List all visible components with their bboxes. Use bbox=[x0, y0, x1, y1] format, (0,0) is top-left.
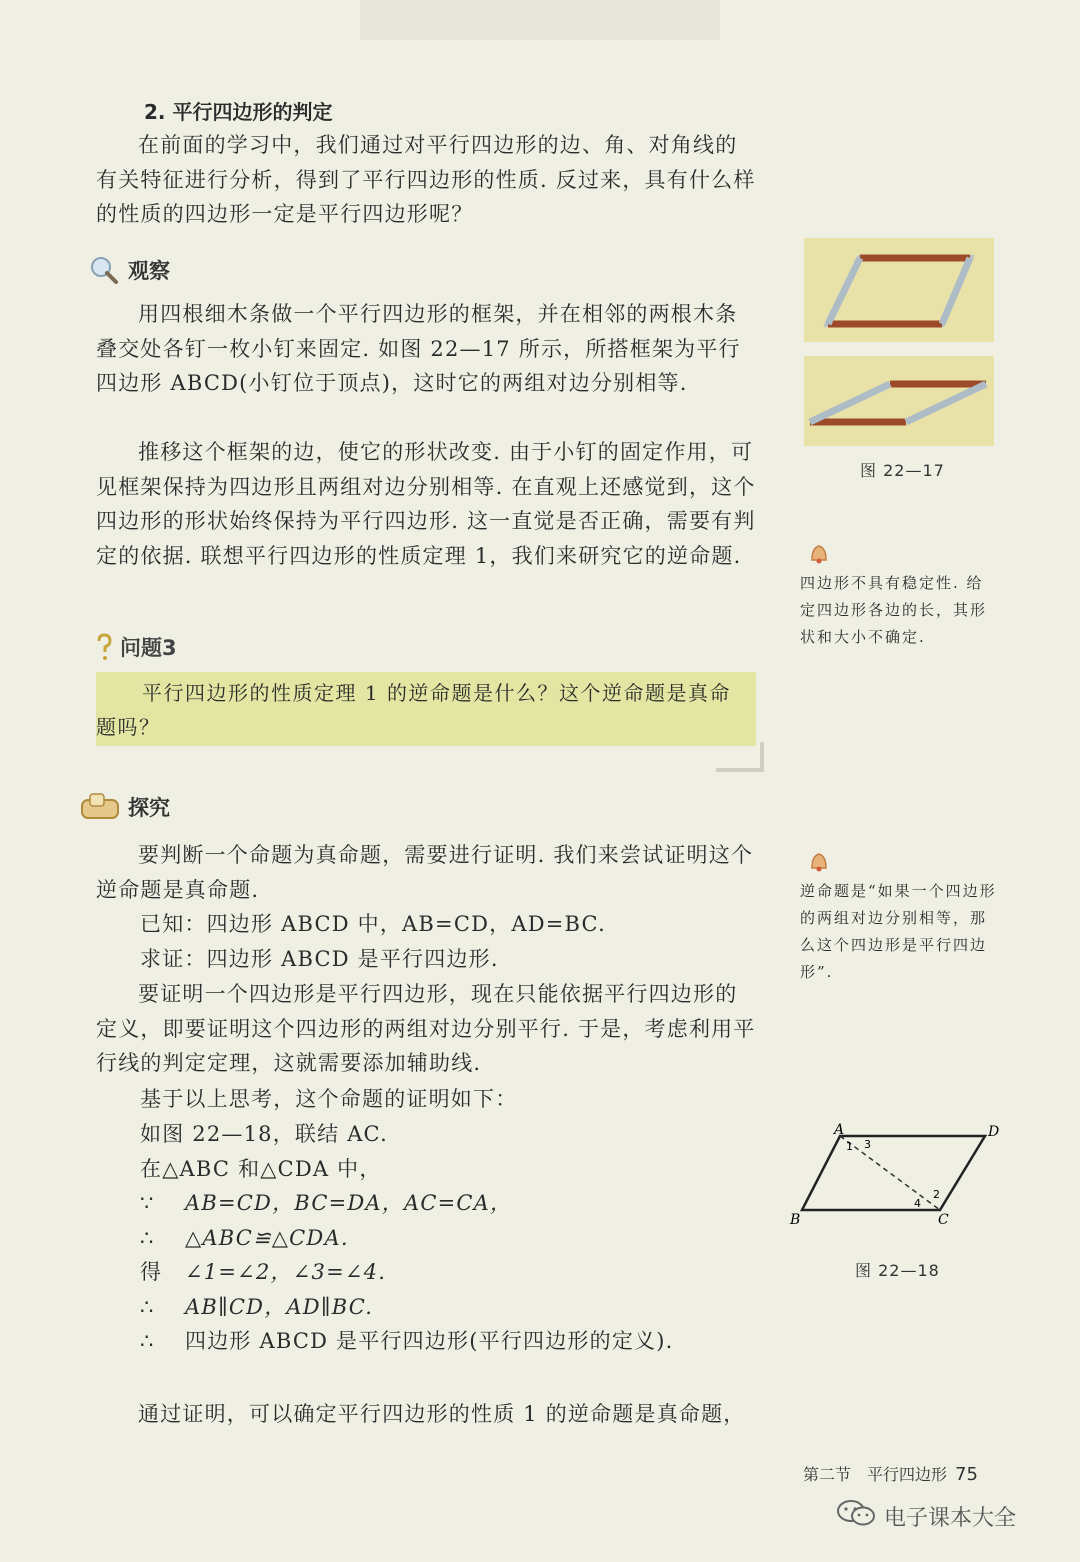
bell-icon bbox=[806, 542, 832, 564]
page-number: 75 bbox=[955, 1464, 978, 1485]
angle-3-label: 3 bbox=[864, 1138, 871, 1151]
explore-icon bbox=[80, 792, 122, 822]
page-footer: 第二节 平行四边形 75 bbox=[803, 1464, 978, 1485]
observe-paragraph-1: 用四根细木条做一个平行四边形的框架，并在相邻的两根木条叠交处各钉一枚小钉来固定. 如图 22—17 所示，所搭框架为平行四边形 ABCD(小钉位于顶点)，这时它的两组对边分别相等. bbox=[96, 302, 741, 395]
proof-block bbox=[140, 1117, 740, 1359]
margin-note-1: 四边形不具有稳定性. 给定四边形各边的长，其形状和大小不确定. bbox=[800, 574, 988, 646]
wechat-watermark: 电子课本大全 bbox=[836, 1498, 1016, 1534]
prove-line: 求证：四边形 ABCD 是平行四边形. bbox=[140, 947, 499, 971]
vertex-d-label: D bbox=[988, 1124, 1000, 1140]
proof-step-0: 如图 22—18，联结 AC. bbox=[140, 1122, 388, 1146]
figure-22-18-diagram bbox=[780, 1118, 1010, 1233]
proof-step-4: 得 ∠1=∠2，∠3=∠4. bbox=[140, 1260, 387, 1284]
magnifier-icon bbox=[88, 255, 122, 285]
proof-step-2: ∵ AB=CD，BC=DA，AC=CA， bbox=[140, 1191, 513, 1215]
proof-step-6: ∴ 四边形 ABCD 是平行四边形(平行四边形的定义). bbox=[140, 1329, 674, 1353]
observe-heading: 观察 bbox=[88, 255, 170, 285]
angle-4-label: 4 bbox=[914, 1197, 921, 1210]
problem-text: 平行四边形的性质定理 1 的逆命题是什么？这个逆命题是真命题吗？ bbox=[96, 681, 731, 739]
problem-box bbox=[96, 672, 756, 746]
proof-step-1: 在△ABC 和△CDA 中， bbox=[140, 1156, 382, 1181]
problem-bracket bbox=[716, 742, 764, 772]
angle-1-label: 1 bbox=[846, 1140, 853, 1153]
proof-step-3: ∴ △ABC≌△CDA. bbox=[140, 1225, 349, 1250]
problem-heading: 问题3 bbox=[94, 632, 177, 662]
closing-paragraph: 通过证明，可以确定平行四边形的性质 1 的逆命题是真命题， bbox=[138, 1402, 746, 1426]
bell-icon bbox=[806, 850, 832, 872]
figure-22-18-caption: 图 22—18 bbox=[855, 1261, 940, 1280]
intro-paragraph: 在前面的学习中，我们通过对平行四边形的边、角、对角线的有关特征进行分析，得到了平行四边形的性质. 反过来，具有什么样的性质的四边形一定是平行四边形呢？ bbox=[96, 133, 756, 226]
vertex-c-label: C bbox=[938, 1212, 949, 1228]
angle-2-label: 2 bbox=[933, 1188, 940, 1201]
vertex-b-label: B bbox=[790, 1212, 801, 1228]
figure-22-17-caption: 图 22—17 bbox=[860, 461, 945, 480]
vertex-a-label: A bbox=[834, 1122, 845, 1138]
top-strip bbox=[360, 0, 720, 40]
frame-photo-1 bbox=[804, 238, 994, 342]
explore-paragraph-3: 基于以上思考，这个命题的证明如下： bbox=[140, 1087, 518, 1111]
proof-step-5: ∴ AB∥CD，AD∥BC. bbox=[140, 1294, 374, 1319]
question-mark-icon bbox=[94, 632, 114, 662]
section-title: 2. 平行四边形的判定 bbox=[144, 100, 333, 124]
observe-paragraph-2: 推移这个框架的边，使它的形状改变. 由于小钉的固定作用，可见框架保持为四边形且两组对边分别相等. 在直观上还感觉到，这个四边形的形状始终保持为平行四边形. 这一直觉是否正确，需要有判定的依据. 联想平行四边形的性质定理 1，我们来研究它的逆命题. bbox=[96, 440, 756, 568]
wechat-icon bbox=[836, 1498, 876, 1534]
explore-paragraph-2: 要证明一个四边形是平行四边形，现在只能依据平行四边形的定义，即要证明这个四边形的两组对边分别平行. 于是，考虑利用平行线的判定定理，这就需要添加辅助线. bbox=[96, 982, 756, 1075]
given-line: 已知：四边形 ABCD 中，AB=CD，AD=BC. bbox=[140, 912, 606, 936]
frame-photo-2 bbox=[804, 356, 994, 446]
explore-paragraph-1: 要判断一个命题为真命题，需要进行证明. 我们来尝试证明这个逆命题是真命题. bbox=[96, 843, 754, 902]
explore-heading: 探究 bbox=[80, 792, 170, 822]
margin-note-2: 逆命题是“如果一个四边形的两组对边分别相等，那么这个四边形是平行四边形”. bbox=[800, 882, 997, 981]
